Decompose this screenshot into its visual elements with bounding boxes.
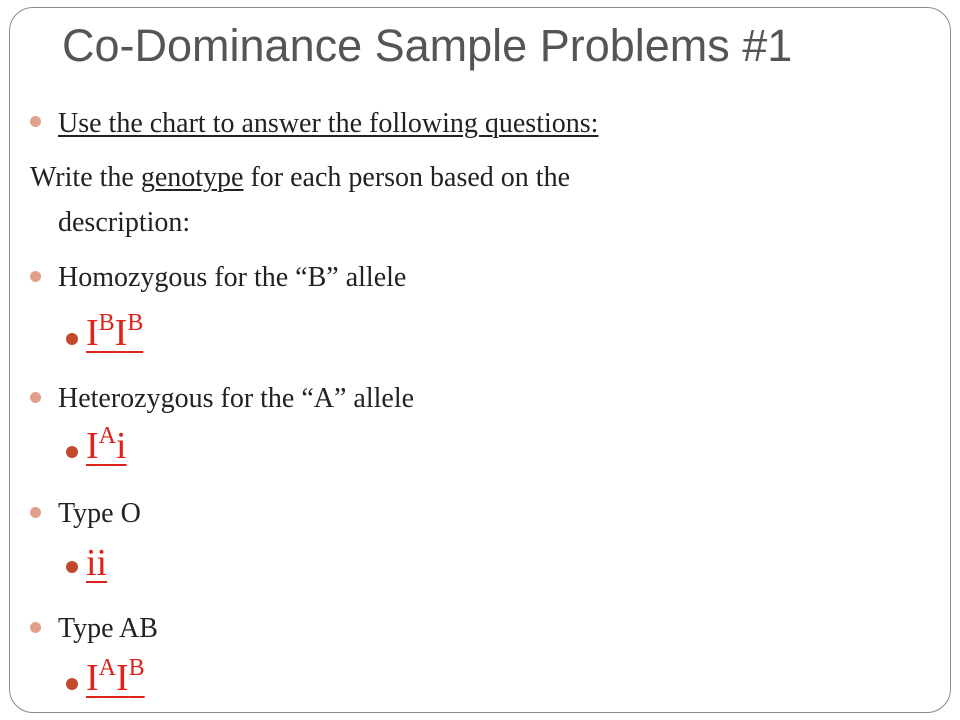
sub-bullet-icon bbox=[66, 678, 78, 690]
intro-prefix: Write the bbox=[30, 162, 141, 193]
bullet-icon bbox=[30, 622, 41, 633]
sub-bullet-icon bbox=[66, 446, 78, 458]
sub-bullet-icon bbox=[66, 561, 78, 573]
slide-title: Co-Dominance Sample Problems #1 bbox=[62, 20, 793, 71]
instruction-text: Use the chart to answer the following questions: bbox=[58, 108, 599, 139]
question-type-o: Type O bbox=[58, 498, 141, 529]
genotype-keyword: genotype bbox=[140, 162, 244, 193]
bullet-icon bbox=[30, 507, 41, 518]
question-heterozygous-a: Heterozygous for the “A” allele bbox=[58, 383, 415, 414]
bullet-icon bbox=[30, 116, 41, 127]
answer-type-o: ii bbox=[86, 542, 108, 584]
question-homozygous-b: Homozygous for the “B” allele bbox=[58, 262, 407, 293]
bullet-icon bbox=[30, 392, 41, 403]
intro-continuation: description: bbox=[58, 207, 191, 238]
answer-heterozygous-a: $I^Ai$ bbox=[86, 423, 127, 467]
answer-type-ab: $I^AI^B$ bbox=[86, 655, 145, 699]
intro-sentence bbox=[30, 162, 570, 194]
answer-homozygous-b: $I^BI^B$ bbox=[86, 310, 144, 354]
sub-bullet-icon bbox=[66, 333, 78, 345]
bullet-icon bbox=[30, 271, 41, 282]
question-type-ab: Type AB bbox=[58, 613, 158, 644]
intro-suffix: for each person based on the bbox=[243, 162, 571, 193]
